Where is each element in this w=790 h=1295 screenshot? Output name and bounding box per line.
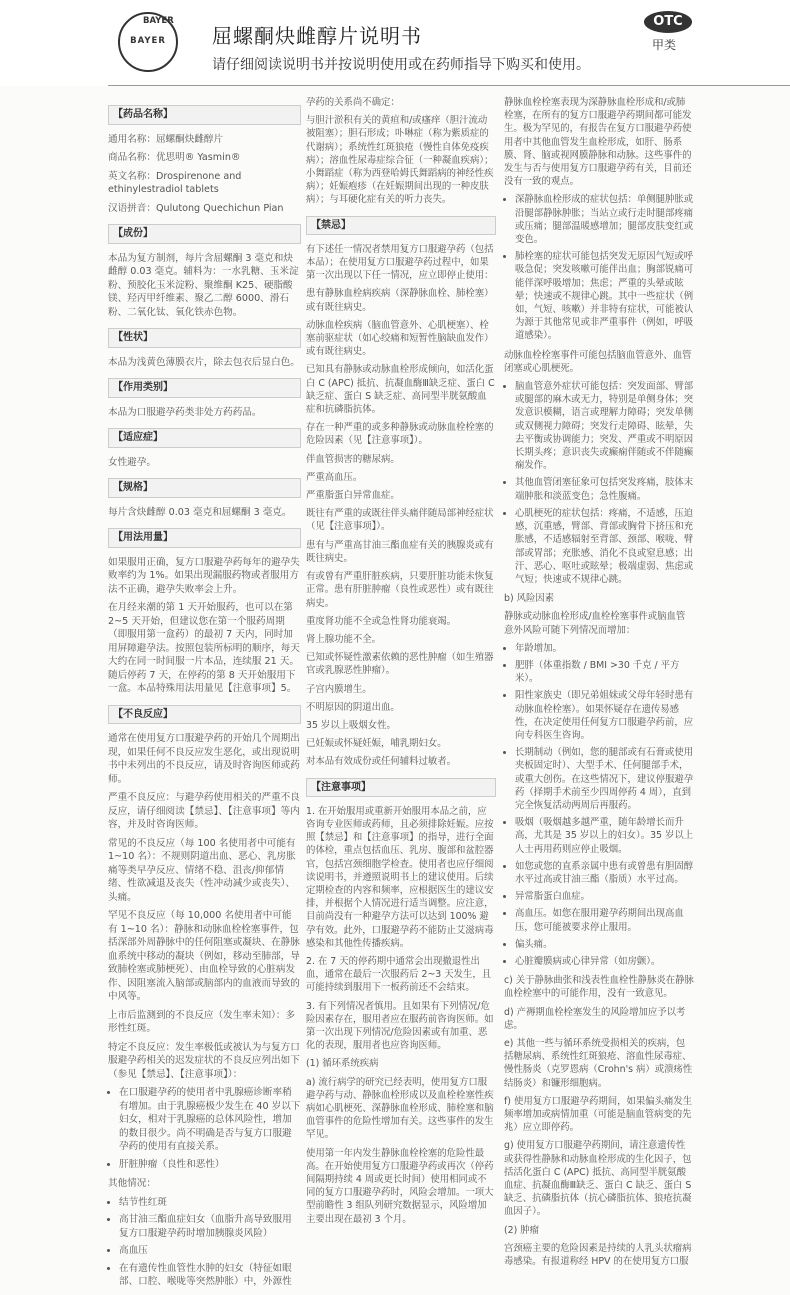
list-item: • 高血压。如您在服用避孕药期间出现高血压，您可能被要求停止服用。 <box>515 907 694 933</box>
caution-paragraph: 3. 有下列情况者慎用。且如果有下列情况/危险因素存在，服用者应在服药前咨询医师。如第一次出现下列情况/危险因素或有加重、恶化的表现，服用者也应咨询医师。 <box>306 1000 494 1052</box>
caution-item: f) 使用复方口服避孕药期间，如果偏头痛发生频率增加或病情加重（可能是脑血管病变的先兆）应立即停药。 <box>504 1095 693 1134</box>
contra-item: 子宫内膜增生。 <box>306 683 372 695</box>
continued-text: 孕药的关系尚不确定： <box>306 97 400 108</box>
adverse-paragraph: 特定不良反应：发生率极低或被认为与复方口服避孕药相关的迟发症状的不良反应列出如下（参见【禁忌】、【注意事项】）： <box>108 1041 300 1080</box>
document-title: 屈螺酮炔雌醇片说明书 <box>212 24 422 48</box>
section-heading-category: 【作用类别】 <box>108 378 301 398</box>
list-item: • 结节性红斑 <box>119 1196 301 1210</box>
section-heading-name: 【药品名称】 <box>108 105 301 125</box>
contra-item: 有或曾有严重肝脏疾病，只要肝脏功能未恢复正常。患有肝脏肿瘤（良性或恶性）或有既往病史。 <box>306 571 494 609</box>
adverse-paragraph: 常见的不良反应（每 100 名使用者中可能有 1~10 名）：不规则阴道出血、恶心、乳房胀痛等类早孕反应、情绪不稳、沮丧/抑郁情绪、性欲减退及丧失（性冲动减少或丧失）、头痛。 <box>108 837 296 903</box>
contra-item: 重度肾功能不全或急性肾功能衰竭。 <box>306 615 457 627</box>
contra-item: 肾上腺功能不全。 <box>306 633 382 645</box>
list-item: • 在有遗传性血管性水肿的妇女（特征如眼部、口腔、喉咙等突然肿胀）中，外源性 <box>119 1262 301 1289</box>
contra-item: 已知具有静脉或动脉血栓形成倾向，如活化蛋白 C (APC) 抵抗、抗凝血酶Ⅲ缺乏症、蛋白 C 缺乏症、蛋白 S 缺乏症、高同型半胱氨酸血症和抗磷脂抗体。 <box>306 364 495 416</box>
otc-class: 甲类 <box>652 38 677 52</box>
section-heading-adverse: 【不良反应】 <box>108 705 301 725</box>
symptom-list <box>504 380 694 586</box>
section-heading-ingredients: 【成份】 <box>108 224 301 244</box>
caution-item: d) 产褥期血栓栓塞发生的风险增加应予以考虑。 <box>504 1006 686 1031</box>
list-item: • 心肌梗死的症状包括：疼痛，不适感，压迫感，沉重感，臂部、背部或胸骨下挤压和充胀感，不适感辐射至背部、颈部、喉咙、臂部或胃部；充胀感、消化不良或窒息感；出汗、恶心、呕吐或眩晕；极端虚弱、焦虑或气短；快速或不规律心跳。 <box>515 507 694 586</box>
section-heading-usage: 【用法用量】 <box>108 528 301 548</box>
contra-item: 35 岁以上吸烟女性。 <box>306 719 396 731</box>
tumor-subheading: (2) 肿瘤 <box>504 1224 540 1236</box>
list-item: • 偏头痛。 <box>515 938 694 951</box>
character-text: 本品为浅黄色薄膜衣片，除去包衣后显白色。 <box>108 356 300 368</box>
column-1 <box>108 96 301 1295</box>
section-heading-caution: 【注意事项】 <box>306 778 496 797</box>
symptom-list <box>504 193 694 342</box>
risk-title: b) 风险因素 <box>504 593 555 605</box>
english-name: 英文名称：Drospirenone and ethinylestradiol tablets <box>108 170 242 195</box>
contra-item: 患有与严重高甘油三酯血症有关的胰腺炎或有既往病史。 <box>306 539 494 564</box>
contra-item: 动脉血栓疾病（脑血管意外、心肌梗塞）、栓塞前驱症状（如心绞痛和短暂性脑缺血发作）或有既往病史。 <box>306 319 494 358</box>
contra-item: 存在一种严重的或多种静脉或动脉血栓栓塞的危险因素（见【注意事项】）。 <box>306 422 494 447</box>
header <box>0 0 790 86</box>
tumor-text: 宫颈癌主要的危险因素是持续的人乳头状瘤病毒感染。有报道称经 HPV 的在使用复方口服 <box>504 1242 692 1268</box>
list-item: • 异常脂蛋白血症。 <box>515 890 694 903</box>
caution-paragraph: 1. 在开始服用或重新开始服用本品之前，应咨询专业医师或药师，且必须排除妊娠。应按照【禁忌】和【注意事项】的指导，进行全面的体检，重点包括血压、乳房、腹部和盆腔器官，包括宫颈细胞学检查。使用者也应仔细阅读说明书，并遵照说明书上的建议使用。后续定期检查的内容和频率，应根据医生的建议安排，并根据个人情况进行适当调整。应注意，目前尚没有一种避孕方法可以达到 100% 避孕有效。此外，口服避孕药不能防止艾滋病毒感染和其他性传播疾病。 <box>306 805 494 949</box>
other-list <box>108 1196 301 1289</box>
category-text: 本品为口服避孕药类非处方药药品。 <box>108 406 262 418</box>
usage-paragraph: 如果服用正确，复方口服避孕药每年的避孕失败率约为 1%。如果出现漏服药物或者服用方法不正确，避孕失败率会上升。 <box>108 556 300 595</box>
caution-item: e) 其他一些与循环系统受损相关的疾病，包括糖尿病、系统性红斑狼疮、溶血性尿毒症、慢性肠炎（克罗恩病（Crohn's 病）或溃疡性结肠炎）和镰形细胞病。 <box>504 1038 693 1089</box>
list-item: • 如您或您的直系亲属中患有或曾患有胆固醇水平过高或甘油三酯（脂质）水平过高。 <box>515 860 694 886</box>
trade-name: 商品名称：优思明® Yasmin® <box>108 152 241 163</box>
column-2 <box>306 96 496 1231</box>
list-item: • 在口服避孕药的使用者中乳腺癌诊断率稍有增加。由于乳腺癌极少发生在 40 岁以下妇女，相对于乳腺癌的总体风险性，增加的数目很少。尚不明确是否与复方口服避孕药的使用有直接关系。 <box>119 1086 301 1154</box>
usage-paragraph: 在月经来潮的第 1 天开始服药，也可以在第 2~5 天开始，但建议您在第一个服药周期（即服用第一盒药）的最初 7 天内，同时加用屏障避孕法。按照包装所标明的顺序，每天大约在同一时间服一片本品，连续服 21 天。随后停药 7 天，在停药的第 8 天开始服用下一盒。本品特殊用法用量见【注意事项】5。 <box>108 602 300 694</box>
caution-item: c) 关于静脉曲张和浅表性血栓性静脉炎在静脉血栓栓塞中的可能作用，没有一致意见。 <box>504 975 694 1000</box>
ingredients-text: 本品为复方制剂，每片含屈螺酮 3 毫克和炔雌醇 0.03 毫克。辅料为：一水乳糖、玉米淀粉、预胶化玉米淀粉、聚维酮 K25、硬脂酸镁、羟丙甲纤维素、聚乙二醇 6000、滑石粉、二氧化钛、氧化铁赤色物。 <box>108 252 299 318</box>
header-divider <box>108 85 790 86</box>
contra-item: 对本品有效成份或任何辅料过敏者。 <box>306 756 457 768</box>
list-item: • 其他血管闭塞征象可包括突发疼痛，肢体末端肿胀和淡蓝变色；急性腹痛。 <box>515 476 694 502</box>
list-item: • 脑血管意外症状可能包括：突发面部、臂部或腿部的麻木或无力，特别是单侧身体；突发意识模糊，语言或理解力障碍；突发单侧或双侧视力障碍；突发行走障碍、眩晕，失去平衡或协调能力；突发、严重或不明原因长期头疼；意识丧失或癫痫伴随或不伴随癫痫发作。 <box>515 380 694 472</box>
list-item: • 肺栓塞的症状可能包括突发无原因气短或呼吸急促；突发咳嗽可能伴出血；胸部锐痛可能伴深呼吸增加；焦虑；严重的头晕或眩晕；快速或不规律心跳。其中一些症状（例如，气短、咳嗽）并非特有症状，可能被认为源于其他常见或非严重事件（例如，呼吸道感染）。 <box>515 250 694 342</box>
pinyin-name: 汉语拼音：Qulutong Quechichun Pian <box>108 202 284 214</box>
contra-item: 既往有严重的或既往伴头痛伴随局部神经症状（见【注意事项】）。 <box>306 508 494 533</box>
caution-paragraph: a) 流行病学的研究已经表明，使用复方口服避孕药与动、静脉血栓形成以及血栓栓塞性疾病如心肌梗死、深静脉血栓形成、肺栓塞和脑血管事件的危险性增加有关。这些事件的发生罕见。 <box>306 1076 494 1141</box>
section-heading-character: 【性状】 <box>108 328 301 348</box>
adverse-list <box>108 1086 301 1171</box>
adverse-paragraph: 通常在使用复方口服避孕药的开始几个周期出现，如果任何不良反应发生恶化，或出现说明书中未列出的不良反应，请及时咨询医师或药师。 <box>108 733 300 785</box>
contra-item: 患有静脉血栓病疾病（深静脉血栓、肺栓塞）或有既往病史。 <box>306 288 494 313</box>
caution-item: g) 使用复方口服避孕药期间，请注意遗传性或获得性静脉和动脉血栓形成的生化因子，包括活化蛋白 C (APC) 抵抗、高同型半胱氨酸血症、抗凝血酶Ⅲ缺乏、蛋白 C 缺乏、蛋白 S 缺乏、抗磷脂抗体（抗心磷脂抗体、狼疮抗凝血因子）。 <box>504 1140 692 1218</box>
adverse-paragraph: 罕见不良反应（每 10,000 名使用者中可能有 1~10 名）：静脉和动脉血栓栓塞事件，包括深部外周静脉中的任何阻塞或凝块、在静脉血系统中移动的凝块（例如，移动至肺部，导致肺栓塞或肺梗死）、由血栓导致的心脏病发作、因阻塞流入脑部或脑部内的血液而导致的中风等。 <box>108 910 300 1002</box>
spec-text: 每片含炔雌醇 0.03 毫克和屈螺酮 3 毫克。 <box>108 506 292 518</box>
generic-name: 通用名称：屈螺酮炔雌醇片 <box>108 133 224 145</box>
contra-item: 已妊娠或怀疑妊娠，哺乳期妇女。 <box>306 738 447 750</box>
indication-text: 女性避孕。 <box>108 456 156 468</box>
caution-paragraph: 2. 在 7 天的停药期中通常会出现撤退性出血，通常在最后一次服药后 2~3 天发生，且可能持续到服用下一板药前还不会结束。 <box>306 955 492 994</box>
bayer-logo-vertical: BAYER <box>143 16 174 26</box>
continued-text: 与胆汁淤积有关的黄疸和/或瘙痒（胆汁流动被阻塞）；胆石形成；卟啉症（称为紫质症的代谢病）；系统性红斑狼疮（慢性自体免疫疾病）；溶血性尿毒症综合征（一种凝血疾病）；小舞蹈症（称为西登哈姆氏舞蹈病的神经性疾病）；妊娠疱疹（在妊娠期间出现的一种皮肤病）；与耳硬化症有关的听力丧失。 <box>306 115 494 206</box>
list-item: • 高甘油三酯血症妇女（血脂升高导致服用复方口服避孕药时增加胰腺炎风险） <box>119 1213 301 1240</box>
section-heading-indication: 【适应症】 <box>108 428 301 448</box>
contra-item: 已知或怀疑性激素依赖的恶性肿瘤（如生殖器官或乳腺恶性肿瘤）。 <box>306 652 494 677</box>
document-subtitle: 请仔细阅读说明书并按说明使用或在药师指导下购买和使用。 <box>212 57 590 73</box>
column-3 <box>504 96 694 1273</box>
vte-intro: 静脉血栓栓塞表现为深静脉血栓形成和/或肺栓塞，在所有的复方口服避孕药期间都可能发生。极为罕见的，有报告在复方口服避孕药使用者中其他血管发生血栓形成，如肝、肠系膜、肾、脑或视网膜静脉和动脉。这些事件的发生与否与使用复方口服避孕药有关，目前还没有一致的观点。 <box>504 97 692 188</box>
list-item: • 吸烟（吸烟越多越严重，随年龄增长而升高，尤其是 35 岁以上的妇女）。35 岁以上人士再用药则应停止吸烟。 <box>515 816 694 856</box>
list-item: • 肝脏肿瘤（良性和恶性） <box>119 1158 301 1172</box>
list-item: • 长期制动（例如，您的腿部或有石膏或使用夹板固定时）、大型手术、任何腿部手术，或重大创伤。在这些情况下，建议停服避孕药（择期手术前至少四周停药 4 周），直到完全恢复活动两周后再服药。 <box>515 746 694 812</box>
caution-subheading: (1) 循环系统疾病 <box>306 1058 379 1070</box>
list-item: • 肥胖（体重指数 / BMI >30 千克 / 平方米）。 <box>515 659 694 685</box>
caution-paragraph: 使用第一年内发生静脉血栓栓塞的危险性最高。在开始使用复方口服避孕药或再次（停药间隔期持续 4 周或更长时间）使用相同或不同的复方口服避孕药时，风险会增加。一项大型前瞻性 3 组队列研究数据显示，风险增加主要出现在最初 3 个月。 <box>306 1147 494 1225</box>
contra-item: 伴血管损害的糖尿病。 <box>306 453 400 465</box>
list-item: • 心脏瓣膜病或心律异常（如房颤）。 <box>515 955 694 968</box>
list-item: • 年龄增加。 <box>515 642 694 655</box>
adverse-paragraph: 严重不良反应：与避孕药使用相关的严重不良反应，请仔细阅读【禁忌】、【注意事项】等内容，并及时咨询医师。 <box>108 792 300 830</box>
other-label: 其他情况： <box>108 1178 156 1189</box>
contra-item: 严重高血压。 <box>306 471 363 483</box>
section-heading-contra: 【禁忌】 <box>306 216 496 235</box>
list-item: • 深静脉血栓形成的症状包括：单侧腿肿胀或沿腿部静脉肿胀；当站立或行走时腿部疼痛或压痛；腿部温暖感增加；腿部皮肤变红或变色。 <box>515 193 694 246</box>
contra-item: 不明原因的阴道出血。 <box>306 701 400 713</box>
adverse-paragraph: 上市后监测到的不良反应（发生率未知）：多形性红斑。 <box>108 1009 296 1034</box>
contra-item: 严重脂蛋白异常血症。 <box>306 490 400 502</box>
list-item: • 阳性家族史（即兄弟姐妹或父母年轻时患有动脉血栓栓塞）。如果怀疑存在遗传易感性，在决定使用任何复方口服避孕药前，应向专科医生咨询。 <box>515 689 694 742</box>
section-heading-spec: 【规格】 <box>108 478 301 498</box>
ate-intro: 动脉血栓栓塞事件可能包括脑血管意外、血管闭塞或心肌梗死。 <box>504 349 692 374</box>
list-item: • 高血压 <box>119 1244 301 1258</box>
bayer-logo <box>118 12 178 72</box>
contra-intro: 有下述任一情况者禁用复方口服避孕药（包括本品）；在使用复方口服避孕药过程中，如果第一次出现以下任一情况，应立即停止使用： <box>306 243 494 282</box>
risk-list <box>504 642 694 968</box>
risk-intro: 静脉或动脉血栓形成/血栓栓塞事件或脑血管意外风险可随下列情况而增加： <box>504 611 686 636</box>
otc-badge: OTC <box>644 11 692 33</box>
bayer-logo-horizontal: BAYER <box>130 36 166 46</box>
